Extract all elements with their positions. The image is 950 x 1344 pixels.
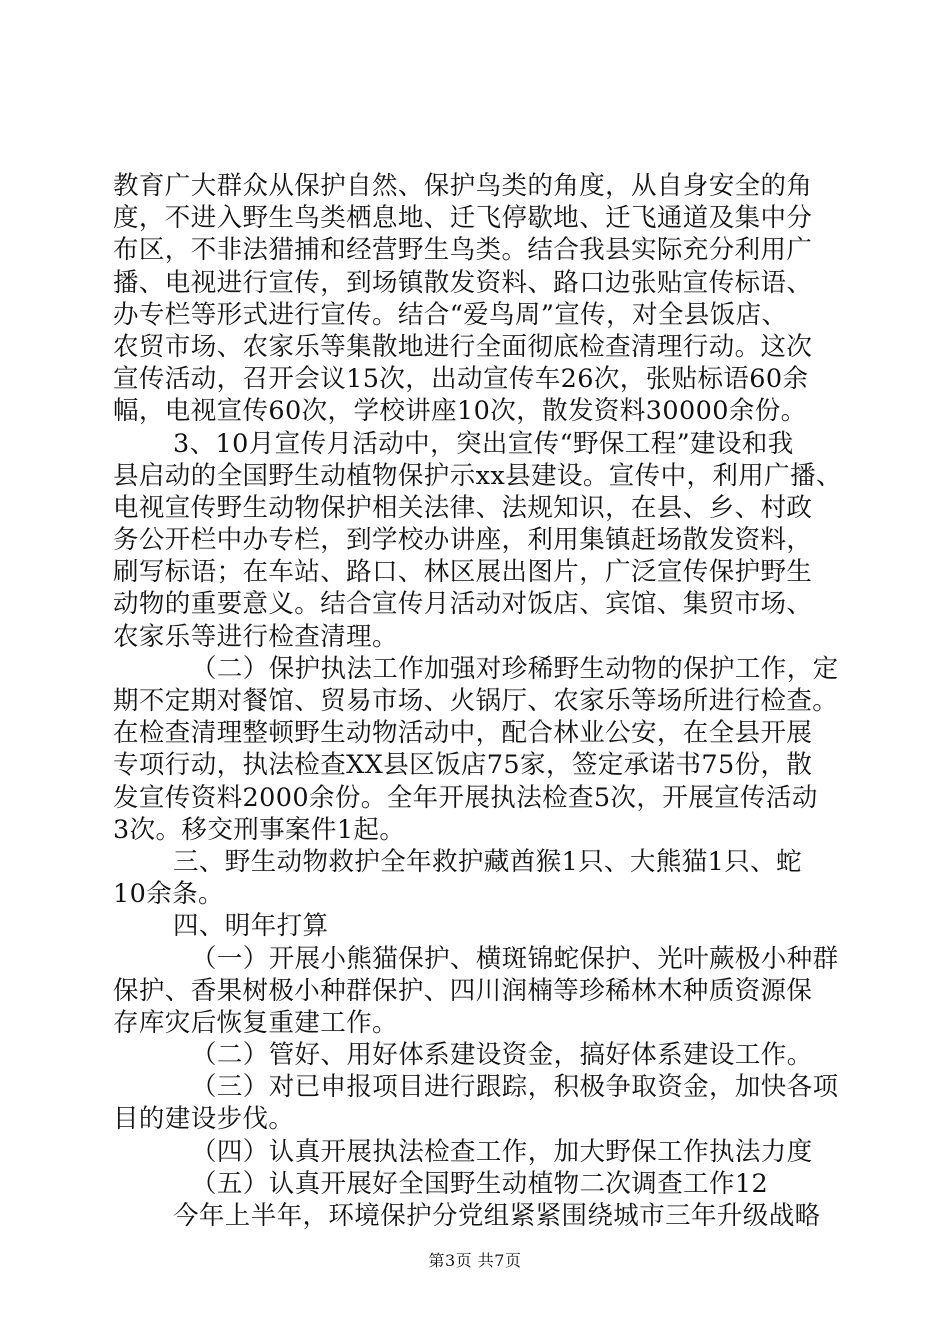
text-line: （五）认真开展好全国野生动植物二次调查工作12 [191, 1168, 769, 1199]
document-body [113, 170, 843, 1232]
text-line: 电视宣传野生动物保护相关法律、法规知识，在县、乡、村政 [113, 492, 813, 523]
text-line: 3、10月宣传月活动中，突出宣传“野保工程”建设和我 [173, 428, 794, 459]
text-line: 专项行动，执法检查XX县区饭店75家，签定承诺书75份，散 [113, 750, 813, 781]
text-line: 度，不进入野生鸟类栖息地、迁飞停歇地、迁飞通道及集中分 [113, 203, 813, 234]
text-line: 幅，电视宣传60次，学校讲座10次，散发资料30000余份。 [113, 396, 807, 427]
text-line: 今年上半年，环境保护分党组紧紧围绕城市三年升级战略 [173, 1201, 821, 1231]
text-line: （四）认真开展执法检查工作，加大野保工作执法力度 [191, 1136, 813, 1167]
text-line: （二）保护执法工作加强对珍稀野生动物的保护工作，定 [191, 653, 839, 684]
text-line: 三、野生动物救护全年救护藏酋猴1只、大熊猫1只、蛇 [173, 846, 802, 877]
text-line: 期不定期对餐馆、贸易市场、火锅厅、农家乐等场所进行检查。 [113, 686, 839, 716]
text-line: 四、明年打算 [173, 911, 329, 942]
text-line: 动物的重要意义。结合宣传月活动对饭店、宾馆、集贸市场、 [113, 589, 813, 620]
text-line: 办专栏等形式进行宣传。结合“爱鸟周”宣传，对全县饭店、 [113, 299, 788, 330]
text-line: 播、电视进行宣传，到场镇散发资料、路口边张贴宣传标语、 [113, 267, 813, 298]
text-line: 存库灾后恢复重建工作。 [113, 1007, 398, 1038]
text-line: 刷写标语；在车站、路口、林区展出图片，广泛宣传保护野生 [113, 557, 813, 588]
text-line: 务公开栏中办专栏，到学校办讲座，利用集镇赶场散发资料， [113, 525, 813, 556]
text-line: 在检查清理整顿野生动物活动中，配合林业公安，在全县开展 [113, 718, 813, 749]
text-line: 发宣传资料2000余份。全年开展执法检查5次，开展宣传活动 [113, 782, 818, 813]
text-line: 10余条。 [113, 879, 224, 910]
text-line: （一）开展小熊猫保护、横斑锦蛇保护、光叶蕨极小种群 [191, 943, 839, 974]
text-line: 县启动的全国野生动植物保护示xx县建设。宣传中，利用广播、 [113, 460, 842, 491]
text-line: 布区，不非法猎捕和经营野生鸟类。结合我县实际充分利用广 [113, 235, 813, 266]
text-line: 农家乐等进行检查清理。 [113, 621, 398, 652]
text-line: 保护、香果树极小种群保护、四川润楠等珍稀林木种质资源保 [113, 975, 813, 1006]
text-line: 3次。移交刑事案件1起。 [113, 814, 406, 845]
text-line: 农贸市场、农家乐等集散地进行全面彻底检查清理行动。这次 [113, 331, 813, 362]
text-line: （三）对已申报项目进行跟踪，积极争取资金，加快各项 [191, 1072, 839, 1103]
page-footer: 第3页 共7页 [428, 1251, 522, 1270]
text-line: （二）管好、用好体系建设资金，搞好体系建设工作。 [191, 1040, 813, 1071]
text-line: 宣传活动，召开会议15次，出动宣传车26次，张贴标语60余 [113, 364, 809, 395]
text-line: 教育广大群众从保护自然、保护鸟类的角度，从自身安全的角 [113, 171, 813, 201]
text-line: 目的建设步伐。 [113, 1104, 295, 1135]
